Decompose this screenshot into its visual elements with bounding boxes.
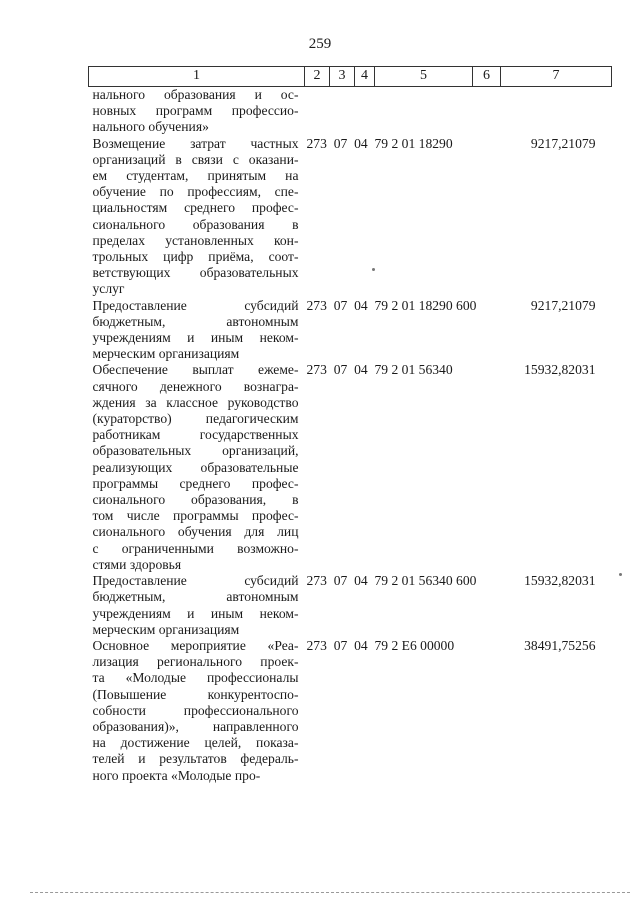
row-description [89,573,305,638]
description-line: Обеспечение выплат ежеме- [92,362,299,378]
description-line: бюджетным, автономным [92,313,299,329]
row-description [89,136,305,298]
amount-cell: 9217,21079 [530,297,596,313]
description-line: Предоставление субсидий [92,297,299,313]
scan-speck [619,573,622,576]
description-line: новных программ профессио- [92,103,299,119]
column-header: 7 [501,67,612,87]
amount-cell: 9217,21079 [530,135,596,151]
row-description [89,362,305,573]
description-line: собности профессионального [92,702,299,718]
column-header: 1 [89,67,305,87]
description-line: сячного денежного вознагра- [92,378,299,394]
table-row [89,362,612,573]
description-line: сионального обучения для лиц [92,524,299,540]
description-line: ждения за классное руководство [92,394,299,410]
description-line: Основное мероприятие «Реа- [92,637,299,653]
description-line: сионального образования в [92,216,299,232]
budget-classification-code [305,87,501,136]
table-row [89,638,612,784]
page-number: 259 [308,36,332,52]
description-line: трольных цифр приёма, соот- [92,249,299,265]
description-line: ветствующих образовательных [92,265,299,281]
budget-classification-code: 273 07 04 79 2 01 18290 [306,135,453,151]
amount-cell: 38491,75256 [524,637,596,653]
amount-cell [501,87,612,136]
description-line: образовательных организаций, [92,443,299,459]
description-line: организаций в связи с оказани- [92,151,299,167]
budget-classification-code: 273 07 04 79 2 01 18290 600 [306,297,477,313]
description-line: мерческим организациям [92,621,240,637]
budget-table [88,66,612,784]
description-line: обучение по профессиям, спе- [92,184,299,200]
description-line: нального образования и ос- [92,87,299,102]
description-line: лизация регионального проек- [92,654,299,670]
description-line: услуг [92,281,125,297]
description-line: ем студентам, принятым на [92,168,299,184]
row-description [89,87,305,136]
description-line: реализующих образовательные [92,459,299,475]
row-description [89,638,305,784]
budget-classification-code: 273 07 04 79 2 01 56340 600 [306,573,477,589]
description-line: работникам государственных [92,427,299,443]
budget-classification-code: 273 07 04 79 2 Е6 00000 [306,637,455,653]
row-description [89,298,305,363]
description-line: Предоставление субсидий [92,573,299,589]
amount-cell: 15932,82031 [524,573,596,589]
description-line: бюджетным, автономным [92,589,299,605]
table-row [89,573,612,638]
description-line: Возмещение затрат частных [92,135,299,151]
description-line: учреждениям и иным неком- [92,605,299,621]
description-line: на достижение целей, показа- [92,735,299,751]
description-line: нального обучения» [92,119,209,135]
table-row [89,87,612,136]
description-line: стями здоровья [92,556,182,572]
description-line: мерческим организациям [92,346,240,362]
column-header: 5 [375,67,473,87]
description-line: та «Молодые профессионалы [92,670,299,686]
budget-classification-code: 273 07 04 79 2 01 56340 [306,362,453,378]
description-line: учреждениям и иным неком- [92,330,299,346]
description-line: том числе программы профес- [92,508,299,524]
description-line: циальностям среднего профес- [92,200,299,216]
column-header: 3 [330,67,355,87]
description-line: сионального образования, в [92,492,299,508]
table-header-row [89,67,612,87]
column-header: 4 [355,67,375,87]
description-line: с ограниченными возможно- [92,540,299,556]
description-line: образования)», направленного [92,718,299,734]
bottom-rule [30,892,630,893]
description-line: программы среднего профес- [92,475,299,491]
table-row [89,136,612,298]
description-line: ного проекта «Молодые про- [92,767,261,783]
table-row [89,298,612,363]
description-line: (кураторство) педагогическим [92,411,299,427]
column-header: 2 [305,67,330,87]
scan-speck [372,268,375,271]
description-line: (Повышение конкурентоспо- [92,686,299,702]
description-line: пределах установленных кон- [92,232,299,248]
description-line: телей и результатов федераль- [92,751,299,767]
column-header: 6 [473,67,501,87]
amount-cell: 15932,82031 [524,362,596,378]
